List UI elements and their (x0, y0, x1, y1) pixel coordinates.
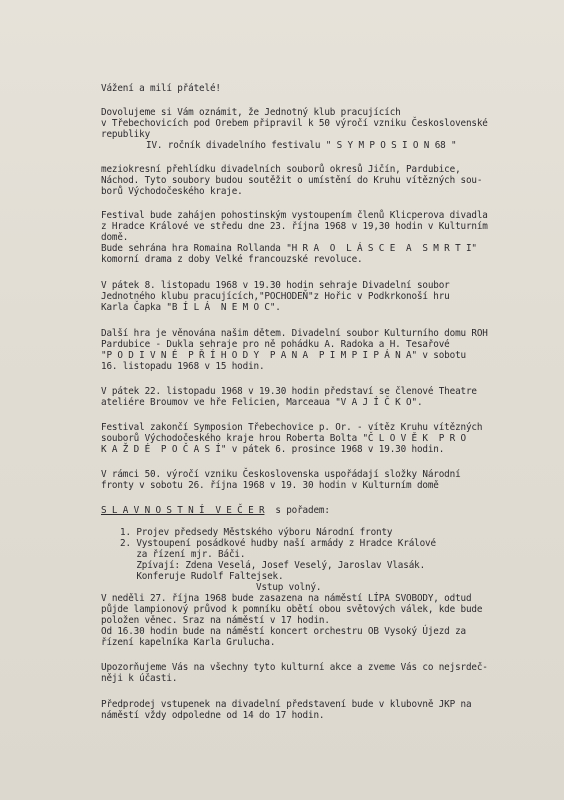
intro-line-3: republiky (101, 129, 151, 140)
slavnostni-vecer-suffix: s pořadem: (264, 505, 330, 516)
ramci-line-2: fronty v sobotu 26. října 1968 v 19. 30 hodin v Kulturním domě (101, 480, 439, 491)
festival-title: IV. ročník divadelního festivalu " S Y M P O S I O N 68 " (146, 140, 457, 151)
slavnostni-vecer-heading: S L A V N O S T N Í V E Č E R (101, 505, 265, 516)
zakonci-line-2: souborů Východočeského kraje hrou Roberta Bolta "Č L O V Ě K P R O (101, 433, 466, 444)
zahajen-line-5: komorní drama z doby Velké francouzské revoluce. (101, 254, 363, 265)
rijen27-line-3: položen věnec. Sraz na náměstí v 17 hodin. (101, 615, 330, 626)
rijen27-line-1: V neděli 27. října 1968 bude zasazena na náměstí LÍPA SVOBODY, odtud (101, 593, 472, 604)
intro-line-2: v Třebechovicích pod Orebem připravil k 50 výročí vzniku Československé (101, 118, 488, 129)
meziokresni-line-2: Náchod. Tyto soubory budou soutěžit o umístění do Kruhu vítězných sou- (101, 175, 483, 186)
program-item-2d: Konferuje Rudolf Faltejsek. (120, 571, 284, 582)
listopad22-line-2: ateliére Broumov ve hře Felicien, Marceaua "V A J Í Č K O". (101, 397, 423, 408)
rijen27-line-5: řízení kapelníka Karla Grulucha. (101, 637, 276, 648)
slavnostni-vecer-line (101, 505, 330, 516)
rijen27-line-2: půjde lampionový průvod k pomníku obětí obou světových válek, kde bude (101, 604, 483, 615)
zahajen-line-1: Festival bude zahájen pohostinským vystoupením členů Klicperova divadla (101, 210, 488, 221)
ramci-line-1: V rámci 50. výročí vzniku Československa uspořádají složky Národní (101, 469, 461, 480)
program-item-2: 2. Vystoupení posádkové hudby naší armády z Hradce Králové (120, 538, 436, 549)
zakonci-line-1: Festival zakončí Symposion Třebechovice p. Or. - vítěz Kruhu vítězných (101, 422, 483, 433)
detem-line-2: Pardubice - Dukla sehraje pro ně pohádku A. Radoka a H. Tesařové (101, 339, 450, 350)
predprodej-line-1: Předprodej vstupenek na divadelní představení bude v klubovně JKP na (101, 699, 472, 710)
detem-line-1: Další hra je věnována našim dětem. Divadelní soubor Kulturního domu ROH (101, 328, 488, 339)
listopad8-line-1: V pátek 8. listopadu 1968 v 19.30 hodin sehraje Divadelní soubor (101, 280, 450, 291)
zakonci-line-3: K A Ž D É P O Č A S Í" v pátek 6. prosince 1968 v 19.30 hodin. (101, 444, 445, 455)
intro-line-1: Dovolujeme si Vám oznámit, že Jednotný klub pracujících (101, 107, 401, 118)
program-item-2c: Zpívají: Zdena Veselá, Josef Veselý, Jaroslav Vlasák. (120, 560, 426, 571)
detem-line-3: "P O D I V N É P Ř Í H O D Y P A N A P I M P I P Á N A" v sobotu (101, 350, 466, 361)
zahajen-line-3: domě. (101, 232, 129, 243)
meziokresni-line-3: borů Východočeského kraje. (101, 186, 243, 197)
vstup-volny: Vstup volný. (256, 582, 322, 593)
upozornujeme-line-1: Upozorňujeme Vás na všechny tyto kulturní akce a zveme Vás co nejsrdeč- (101, 662, 488, 673)
listopad8-line-3: Karla Čapka "B Í L Á N E M O C". (101, 302, 281, 313)
detem-line-4: 16. listopadu 1968 v 15 hodin. (101, 361, 265, 372)
meziokresni-line-1: meziokresní přehlídku divadelních souborů okresů Jičín, Pardubice, (101, 164, 461, 175)
listopad22-line-1: V pátek 22. listopadu 1968 v 19.30 hodin představí se členové Theatre (101, 386, 477, 397)
zahajen-line-4: Bude sehrána hra Romaina Rollanda "H R A O L Á S C E A S M R T I" (101, 243, 477, 254)
zahajen-line-2: z Hradce Králové ve středu dne 23. října 1968 v 19,30 hodin v Kulturním (101, 221, 488, 232)
rijen27-line-4: Od 16.30 hodin bude na náměstí koncert orchestru OB Vysoký Újezd za (101, 626, 466, 637)
program-item-1: 1. Projev předsedy Městského výboru Národní fronty (120, 527, 393, 538)
program-item-2b: za řízení mjr. Báči. (120, 549, 246, 560)
predprodej-line-2: náměstí vždy odpoledne od 14 do 17 hodin. (101, 710, 325, 721)
listopad8-line-2: Jednotného klubu pracujících,"POCHODEŇ"z Hořic v Podkrkonoší hru (101, 291, 450, 302)
upozornujeme-line-2: něji k účasti. (101, 673, 178, 684)
salutation: Vážení a milí přátelé! (101, 83, 221, 94)
